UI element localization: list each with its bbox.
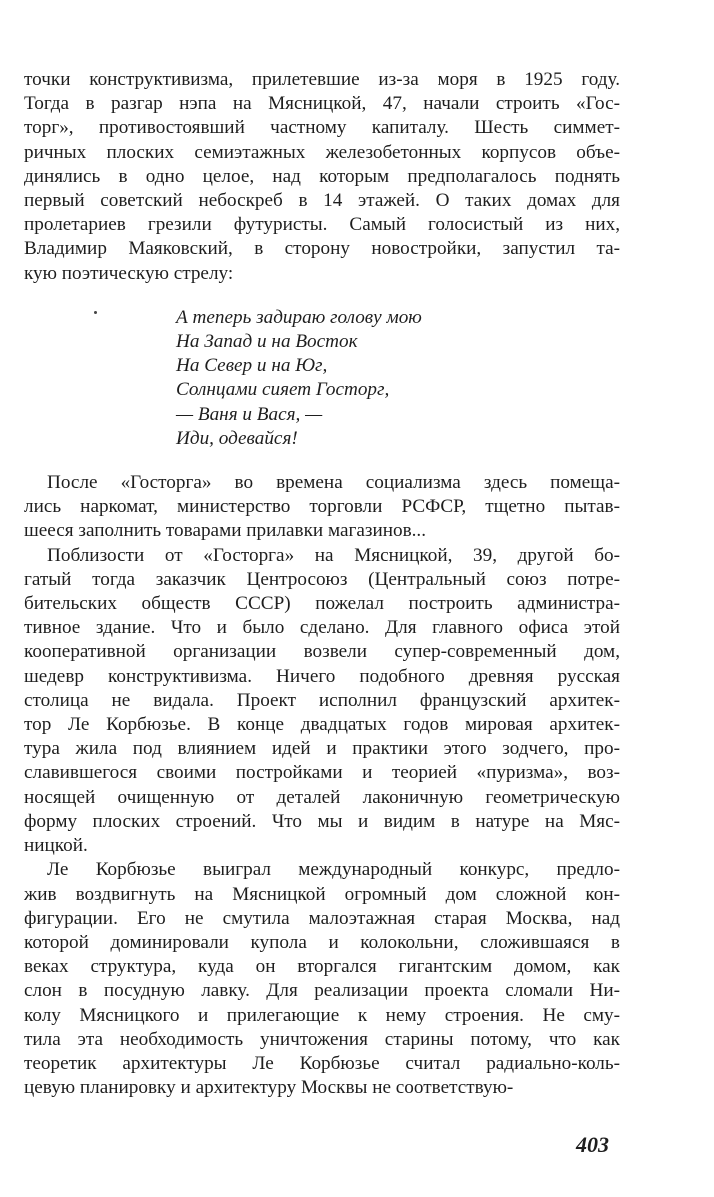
text-line: Тогда в разгар нэпа на Мясницкой, 47, начали строить «Гос- (24, 93, 620, 115)
text-line: слон в посудную лавку. Для реализации проекта сломали Ни- (24, 980, 620, 1002)
poem-verse: На Запад и на Восток (176, 331, 358, 353)
page-number: 403 (576, 1132, 609, 1157)
text-line: жив воздвигнуть на Мясницкой огромный дом сложной кон- (24, 883, 620, 905)
poem-verse: — Ваня и Вася, — (176, 403, 323, 425)
text-line: тор Ле Корбюзье. В конце двадцатых годов мировая архитек- (24, 714, 620, 736)
text-line: кую поэтическую стрелу: (24, 262, 234, 284)
text-line: тивное здание. Что и было сделано. Для главного офиса этой (24, 617, 620, 639)
paragraph (24, 858, 620, 1100)
poem-verse: На Север и на Юг, (176, 355, 328, 377)
text-line: ричных плоских семиэтажных железобетонных корпусов объе- (24, 141, 620, 163)
text-line: славившегося своими постройками и теорией «пуризма», воз- (24, 762, 620, 784)
text-line: пролетариев грезили футуристы. Самый голосистый из них, (24, 214, 620, 236)
paragraph (24, 68, 620, 286)
text-line: цевую планировку и архитектуру Москвы не соответствую- (24, 1077, 514, 1099)
text-line: торг», противостоявший частному капиталу. Шесть симмет- (24, 117, 620, 139)
text-line: которой доминировали купола и колокольни, сложившаяся в (24, 931, 620, 953)
text-before-poem (24, 68, 620, 286)
text-line: Ле Корбюзье выиграл международный конкурс, предло- (47, 859, 620, 881)
text-after-poem (24, 471, 620, 1100)
text-line: фигурации. Его не смутила малоэтажная старая Москва, над (24, 907, 620, 929)
poem-verse: Иди, одевайся! (176, 427, 298, 449)
text-line: ницкой. (24, 835, 88, 857)
book-page (24, 68, 620, 1100)
paragraph (24, 471, 620, 544)
text-line: первый советский небоскреб в 14 этажей. О таких домах для (24, 190, 620, 212)
text-line: колу Мясницкого и прилегающие к нему строения. Не сму- (24, 1004, 620, 1026)
text-line: носящей очищенную от деталей лаконичную геометрическую (24, 786, 620, 808)
text-line: точки конструктивизма, прилетевшие из-за моря в 1925 году. (24, 69, 620, 90)
text-line: шееся заполнить товарами прилавки магазинов... (24, 520, 427, 542)
text-line: Владимир Маяковский, в сторону новостройки, запустил та- (24, 238, 620, 260)
text-line: веках структура, куда он вторгался гигантским домом, как (24, 956, 620, 978)
text-line: динялись в одно целое, над которым предполагалось поднять (24, 165, 620, 187)
text-line: столица не видала. Проект исполнил французский архитек- (24, 689, 620, 711)
text-line: тура жила под влиянием идей и практики этого зодчего, про- (24, 738, 620, 760)
text-line: гатый тогда заказчик Центросоюз (Центральный союз потре- (24, 568, 620, 590)
text-line: После «Госторга» во времена социализма здесь помеща- (47, 472, 620, 494)
poem-verse: А теперь задираю голову мою (176, 306, 422, 328)
text-line: теоретик архитектуры Ле Корбюзье считал радиально-коль- (24, 1052, 620, 1074)
poem-quote (24, 306, 620, 451)
text-line: Поблизости от «Госторга» на Мясницкой, 39, другой бо- (47, 544, 620, 566)
paragraph (24, 544, 620, 859)
text-line: бительских обществ СССР) пожелал построить администра- (24, 593, 620, 615)
text-line: кооперативной организации возвели супер-современный дом, (24, 641, 620, 663)
poem-verse: Солнцами сияет Госторг, (176, 379, 390, 401)
text-line: тила эта необходимость уничтожения старины потому, что как (24, 1028, 620, 1050)
text-line: форму плоских строений. Что мы и видим в натуре на Мяс- (24, 810, 620, 832)
text-line: лись наркомат, министерство торговли РСФСР, тщетно пытав- (24, 496, 620, 518)
text-line: шедевр конструктивизма. Ничего подобного древняя русская (24, 665, 620, 687)
